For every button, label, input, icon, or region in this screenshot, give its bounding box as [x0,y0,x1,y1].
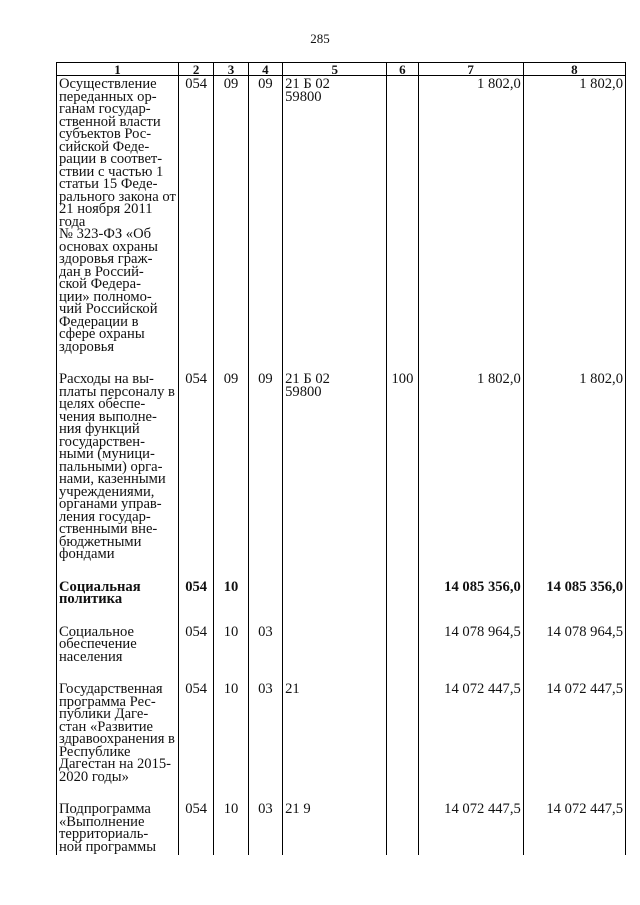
cell-col6: 100 [387,373,418,581]
cell-col3: 09 [214,373,248,581]
cell-name: Социальная политика [57,581,179,626]
cell-col7: 14 072 447,5 [418,803,523,855]
cell-col4: 09 [248,373,282,581]
cell-name: Государственная программа Рес- публики Даге- стан «Развитие здравоохранения в Республике Дагестан на 2015-2020 годы» [57,683,179,803]
cell-col6 [387,626,418,684]
cell-col8: 1 802,0 [523,76,625,374]
cell-col7: 14 078 964,5 [418,626,523,684]
cell-col3: 10 [214,626,248,684]
cell-col5: 21 9 [283,803,387,855]
table-row [57,581,626,626]
cell-col2: 054 [178,373,213,581]
col-header-7: 7 [418,63,523,76]
cell-col3: 10 [214,683,248,803]
col-header-5: 5 [283,63,387,76]
cell-col4: 03 [248,803,282,855]
cell-col8: 14 072 447,5 [523,683,625,803]
cell-col2: 054 [178,626,213,684]
cell-col3: 10 [214,803,248,855]
col-header-4: 4 [248,63,282,76]
header-row [57,63,626,76]
cell-col2: 054 [178,76,213,374]
cell-col6 [387,683,418,803]
cell-col6 [387,581,418,626]
cell-col5: 21 [283,683,387,803]
cell-col7: 1 802,0 [418,373,523,581]
cell-col4: 03 [248,626,282,684]
table-row [57,803,626,855]
col-header-1: 1 [57,63,179,76]
cell-col6 [387,76,418,374]
cell-col5: 21 Б 02 59800 [283,76,387,374]
cell-col6 [387,803,418,855]
cell-col7: 14 085 356,0 [418,581,523,626]
page-number: 285 [310,31,330,46]
col-header-3: 3 [214,63,248,76]
cell-col8: 14 072 447,5 [523,803,625,855]
cell-col2: 054 [178,581,213,626]
cell-col2: 054 [178,683,213,803]
cell-name: Подпрограмма «Выполнение территориаль- ной программы [57,803,179,855]
table-row [57,626,626,684]
cell-col4 [248,581,282,626]
cell-col3: 09 [214,76,248,374]
table-body [57,76,626,856]
table-row [57,373,626,581]
table-row [57,76,626,374]
cell-col7: 14 072 447,5 [418,683,523,803]
col-header-2: 2 [178,63,213,76]
cell-name: Социальное обеспечение населения [57,626,179,684]
cell-col5: 21 Б 02 59800 [283,373,387,581]
table-row [57,683,626,803]
cell-col5 [283,626,387,684]
cell-col8: 14 078 964,5 [523,626,625,684]
cell-name: Расходы на вы- платы персоналу в целях обеспе- чения выполне- ния функций государствен- ными (муници- пальными) орга- нами, казенными учреждениями, органами управ- ления государ- ственными вне- бюджетными фондами [57,373,179,581]
cell-col2: 054 [178,803,213,855]
cell-col3: 10 [214,581,248,626]
cell-col7: 1 802,0 [418,76,523,374]
cell-name: Осуществление переданных ор- ганам государ- ственной власти субъектов Рос- сийской Феде- рации в соответ- ствии с частью 1 статьи 15 Феде- рального закона от 21 ноября 2011 года № 323-ФЗ «Об основах охраны здоровья граж- дан в Россий- ской Федера- ции» полномо- чий Российской Федерации в сфере охраны здоровья [57,76,179,374]
col-header-8: 8 [523,63,625,76]
cell-col4: 03 [248,683,282,803]
budget-table [56,62,626,855]
cell-col8: 1 802,0 [523,373,625,581]
cell-col4: 09 [248,76,282,374]
col-header-6: 6 [387,63,418,76]
cell-col8: 14 085 356,0 [523,581,625,626]
cell-col5 [283,581,387,626]
